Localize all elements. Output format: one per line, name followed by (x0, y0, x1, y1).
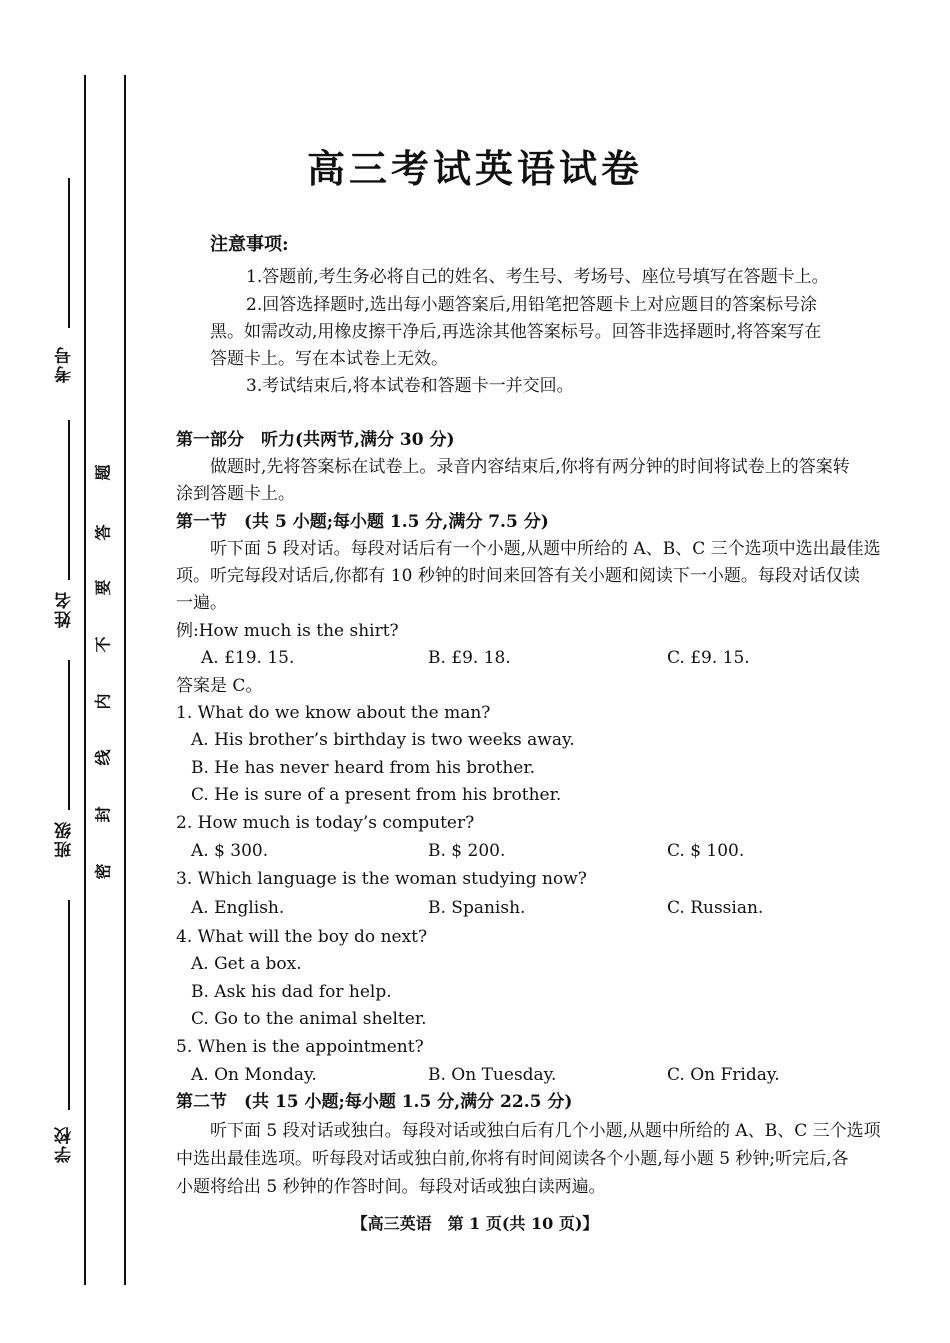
page-title: 高三考试英语试卷 (306, 147, 643, 191)
section2-heading: 第二节 (共 15 小题;每小题 1.5 分,满分 22.5 分) (176, 1092, 573, 1112)
part1-heading: 第一部分 听力(共两节,满分 30 分) (176, 430, 455, 450)
seal-char: 内 (93, 693, 113, 710)
section2-intro: 听下面 5 段对话或独白。每段对话或独白后有几个小题,从题中所给的 A、B、C 三个选项 (210, 1121, 881, 1141)
question-5-option-a: A. On Monday. (191, 1065, 317, 1085)
seal-char: 答 (93, 524, 113, 541)
seal-char: 要 (93, 579, 113, 596)
question-4-option-a: A. Get a box. (191, 954, 302, 974)
question-4-option-b: B. Ask his dad for help. (191, 982, 392, 1002)
example-option-c: C. £9. 15. (667, 648, 750, 668)
question-1-option-a: A. His brother’s birthday is two weeks away. (191, 730, 575, 750)
binding-line-right (124, 75, 126, 1285)
notice-line: 1.答题前,考生务必将自己的姓名、考生号、考场号、座位号填写在答题卡上。 (246, 267, 829, 287)
field-label-name: 姓名 (55, 590, 75, 628)
example-option-b: B. £9. 18. (428, 648, 511, 668)
field-line-school (68, 900, 70, 1110)
field-line-exam-number (68, 178, 70, 328)
question-2-option-a: A. $ 300. (191, 841, 269, 861)
seal-char: 题 (93, 464, 113, 481)
notice-line: 答题卡上。写在本试卷上无效。 (210, 349, 448, 369)
page-footer: 【高三英语 第 1 页(共 10 页)】 (351, 1214, 599, 1233)
field-label-school: 学校 (55, 1125, 75, 1163)
section1-intro: 项。听完每段对话后,你都有 10 秒钟的时间来回答有关小题和阅读下一小题。每段对话仅读 (176, 566, 860, 586)
example-option-a: A. £19. 15. (201, 648, 295, 668)
question-4: 4. What will the boy do next? (176, 927, 428, 947)
question-3: 3. Which language is the woman studying now? (176, 869, 587, 889)
section1-heading: 第一节 (共 5 小题;每小题 1.5 分,满分 7.5 分) (176, 512, 549, 532)
seal-char: 密 (93, 863, 113, 880)
binding-line-left (84, 75, 86, 1285)
seal-char: 不 (93, 636, 113, 653)
question-5-option-c: C. On Friday. (667, 1065, 780, 1085)
example-answer: 答案是 C。 (176, 676, 263, 696)
question-1-option-b: B. He has never heard from his brother. (191, 758, 536, 778)
question-4-option-c: C. Go to the animal shelter. (191, 1009, 427, 1029)
question-5-option-b: B. On Tuesday. (428, 1065, 557, 1085)
question-5: 5. When is the appointment? (176, 1037, 424, 1057)
part1-intro: 涂到答题卡上。 (176, 484, 295, 504)
notice-line: 2.回答选择题时,选出每小题答案后,用铅笔把答题卡上对应题目的答案标号涂 (246, 295, 818, 315)
question-2: 2. How much is today’s computer? (176, 813, 475, 833)
section1-intro: 听下面 5 段对话。每段对话后有一个小题,从题中所给的 A、B、C 三个选项中选出最佳选 (210, 539, 881, 559)
notice-line: 3.考试结束后,将本试卷和答题卡一并交回。 (246, 376, 574, 396)
section2-intro: 小题将给出 5 秒钟的作答时间。每段对话或独白读两遍。 (176, 1177, 606, 1197)
question-1-option-c: C. He is sure of a present from his brother. (191, 785, 562, 805)
question-2-option-c: C. $ 100. (667, 841, 745, 861)
question-3-option-b: B. Spanish. (428, 898, 526, 918)
example-question: 例:How much is the shirt? (176, 621, 399, 641)
field-line-class (68, 660, 70, 810)
notice-heading: 注意事项: (210, 234, 289, 255)
field-label-class: 班级 (55, 820, 75, 858)
question-3-option-a: A. English. (191, 898, 285, 918)
part1-intro: 做题时,先将答案标在试卷上。录音内容结束后,你将有两分钟的时间将试卷上的答案转 (210, 457, 850, 477)
section1-intro: 一遍。 (176, 593, 227, 613)
seal-char: 封 (93, 806, 113, 823)
question-1: 1. What do we know about the man? (176, 703, 491, 723)
question-2-option-b: B. $ 200. (428, 841, 506, 861)
question-3-option-c: C. Russian. (667, 898, 764, 918)
field-line-name (68, 420, 70, 580)
section2-intro: 中选出最佳选项。听每段对话或独白前,你将有时间阅读各个小题,每小题 5 秒钟;听完后,各 (176, 1149, 849, 1169)
seal-char: 线 (93, 749, 113, 766)
field-label-exam-number: 考号 (55, 345, 75, 383)
notice-line: 黑。如需改动,用橡皮擦干净后,再选涂其他答案标号。回答非选择题时,将答案写在 (210, 322, 822, 342)
